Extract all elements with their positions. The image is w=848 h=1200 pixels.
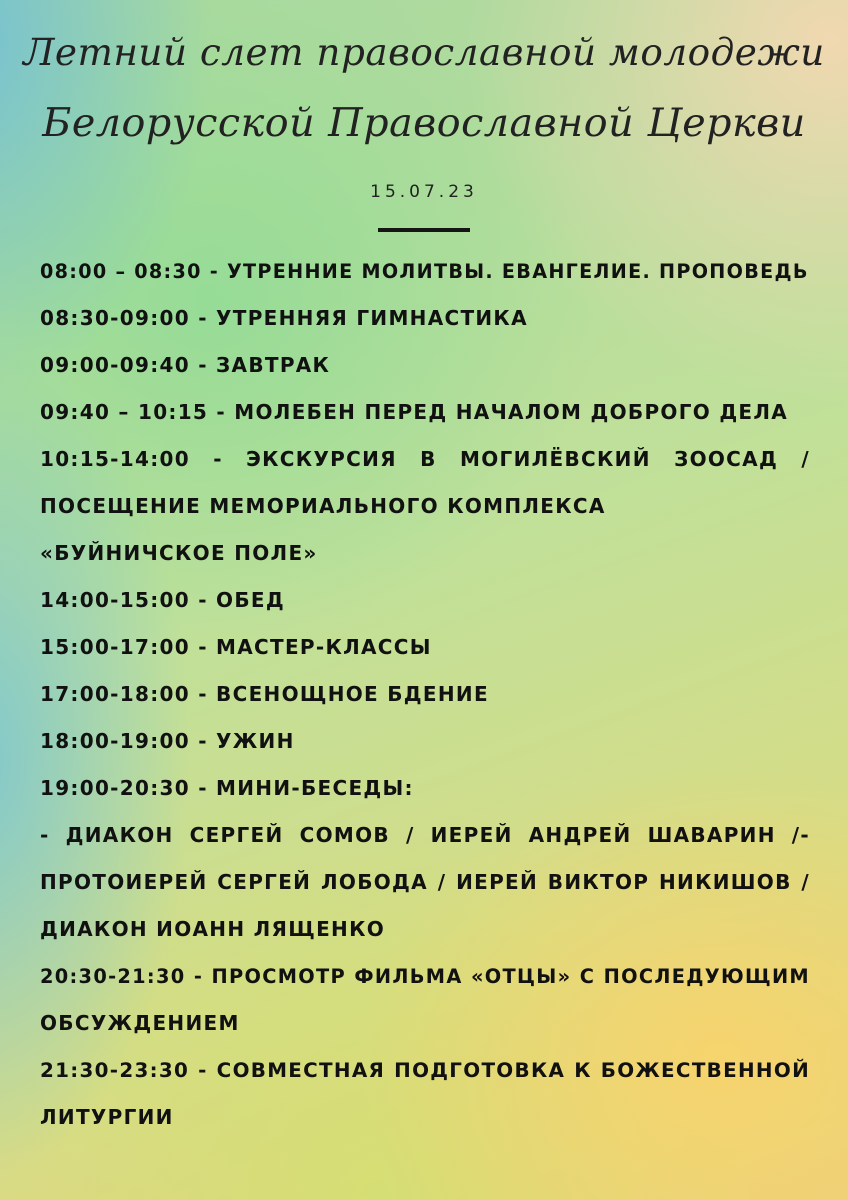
schedule-item-vigil: 17:00-18:00 - ВСЕНОЩНОЕ БДЕНИЕ [40, 682, 489, 706]
schedule-item-master-classes: 15:00-17:00 - МАСТЕР-КЛАССЫ [40, 635, 432, 659]
schedule-item-excursion: 10:15-14:00 - ЭКСКУРСИЯ В МОГИЛЁВСКИЙ ЗООСАД / [40, 447, 810, 471]
schedule-item-speakers-3: ДИАКОН ИОАНН ЛЯЩЕНКО [40, 917, 386, 941]
divider [378, 228, 470, 232]
schedule-item-speakers-2: ПРОТОИЕРЕЙ СЕРГЕЙ ЛОБОДА / ИЕРЕЙ ВИКТОР НИКИШОВ / [40, 870, 810, 894]
title-line-1: Летний слет православной молодежи [23, 30, 825, 74]
schedule-item-moleben: 09:40 – 10:15 - МОЛЕБЕН ПЕРЕД НАЧАЛОМ ДОБРОГО ДЕЛА [40, 400, 789, 424]
schedule-item-morning-prayers: 08:00 – 08:30 - УТРЕННИЕ МОЛИТВЫ. ЕВАНГЕЛИЕ. ПРОПОВЕДЬ [40, 260, 809, 283]
schedule-item-liturgy-prep: 21:30-23:30 - СОВМЕСТНАЯ ПОДГОТОВКА К БОЖЕСТВЕННОЙ [40, 1059, 810, 1082]
event-date: 15.07.23 [370, 182, 478, 202]
schedule-item-lunch: 14:00-15:00 - ОБЕД [40, 588, 285, 612]
schedule-item-film: 20:30-21:30 - ПРОСМОТР ФИЛЬМА «ОТЦЫ» С ПОСЛЕДУЮЩИМ [40, 965, 810, 988]
schedule-item-dinner: 18:00-19:00 - УЖИН [40, 729, 295, 753]
schedule-item-excursion-cont-2: «БУЙНИЧСКОЕ ПОЛЕ» [40, 541, 318, 565]
schedule-item-film-cont: ОБСУЖДЕНИЕМ [40, 1011, 240, 1035]
schedule-item-breakfast: 09:00-09:40 - ЗАВТРАК [40, 353, 331, 377]
schedule-item-liturgy-prep-cont: ЛИТУРГИИ [40, 1105, 174, 1129]
schedule-item-mini-talks: 19:00-20:30 - МИНИ-БЕСЕДЫ: [40, 776, 414, 800]
title-line-2: Белорусской Православной Церкви [42, 100, 806, 146]
schedule-item-gymnastics: 08:30-09:00 - УТРЕННЯЯ ГИМНАСТИКА [40, 306, 528, 330]
schedule-list [40, 248, 810, 1141]
schedule-item-excursion-cont: ПОСЕЩЕНИЕ МЕМОРИАЛЬНОГО КОМПЛЕКСА [40, 494, 606, 518]
schedule-item-speakers-1: - ДИАКОН СЕРГЕЙ СОМОВ / ИЕРЕЙ АНДРЕЙ ШАВАРИН /- [40, 823, 810, 847]
